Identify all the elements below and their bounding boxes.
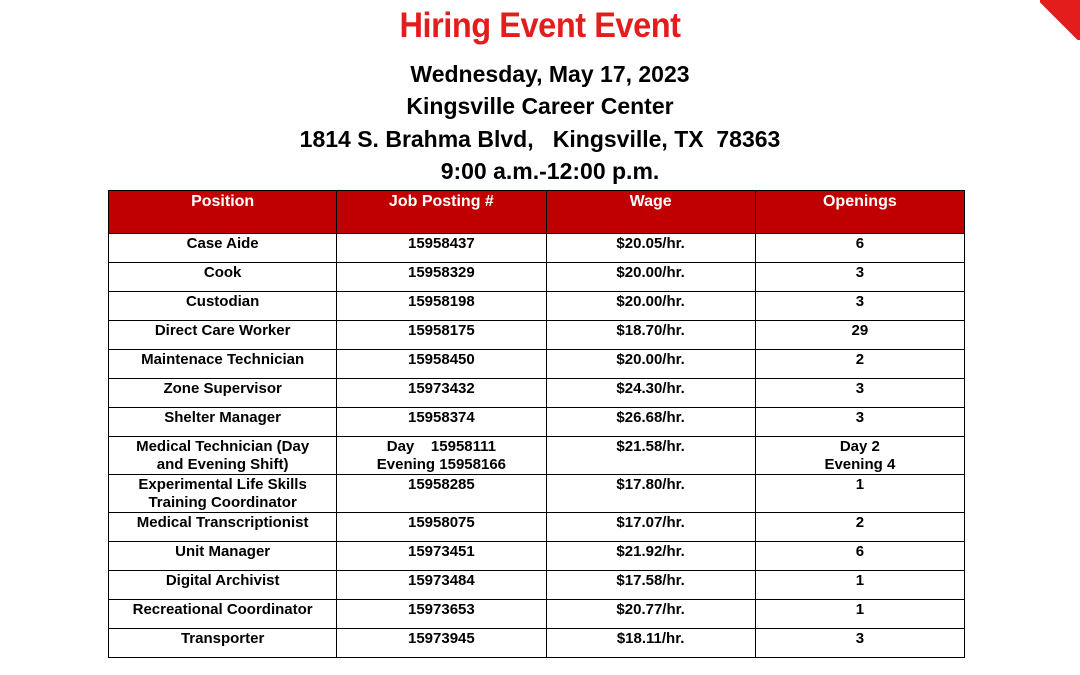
- job-posting-cell: 15973484: [337, 571, 546, 600]
- wage-cell: $17.07/hr.: [546, 513, 755, 542]
- openings-cell: 1: [755, 475, 964, 513]
- header-job-posting: Job Posting #: [337, 191, 546, 234]
- openings-cell: 3: [755, 292, 964, 321]
- openings-cell: 3: [755, 263, 964, 292]
- wage-cell: $18.11/hr.: [546, 629, 755, 658]
- position-cell: Shelter Manager: [109, 408, 337, 437]
- table-row: [109, 234, 965, 263]
- wage-cell: $18.70/hr.: [546, 321, 755, 350]
- job-posting-cell: 15958374: [337, 408, 546, 437]
- table-row: [109, 475, 965, 513]
- table-row: [109, 571, 965, 600]
- openings-cell: 6: [755, 542, 964, 571]
- job-openings-table: [108, 190, 965, 658]
- table-header-row: [109, 191, 965, 234]
- table-row: [109, 513, 965, 542]
- wage-cell: $26.68/hr.: [546, 408, 755, 437]
- table-row: [109, 263, 965, 292]
- job-posting-cell: 15958437: [337, 234, 546, 263]
- job-posting-cell: 15973432: [337, 379, 546, 408]
- table-row: [109, 350, 965, 379]
- openings-cell: Day 2 Evening 4: [755, 437, 964, 475]
- openings-cell: 6: [755, 234, 964, 263]
- position-cell: Experimental Life Skills Training Coordinator: [109, 475, 337, 513]
- table-row: [109, 542, 965, 571]
- position-cell: Medical Transcriptionist: [109, 513, 337, 542]
- event-date: Wednesday, May 17, 2023: [410, 61, 690, 87]
- event-location: Kingsville Career Center: [406, 93, 674, 119]
- position-cell: Recreational Coordinator: [109, 600, 337, 629]
- header-position: Position: [109, 191, 337, 234]
- openings-cell: 3: [755, 379, 964, 408]
- table-row: [109, 437, 965, 475]
- job-posting-cell: 15958175: [337, 321, 546, 350]
- openings-cell: 1: [755, 600, 964, 629]
- position-cell: Transporter: [109, 629, 337, 658]
- openings-cell: 2: [755, 350, 964, 379]
- job-posting-cell: 15973451: [337, 542, 546, 571]
- table-row: [109, 600, 965, 629]
- header-wage: Wage: [546, 191, 755, 234]
- position-cell: Digital Archivist: [109, 571, 337, 600]
- openings-cell: 2: [755, 513, 964, 542]
- wage-cell: $20.77/hr.: [546, 600, 755, 629]
- wage-cell: $17.58/hr.: [546, 571, 755, 600]
- openings-cell: 3: [755, 629, 964, 658]
- table-row: [109, 629, 965, 658]
- corner-decoration: [1040, 0, 1080, 40]
- position-cell: Direct Care Worker: [109, 321, 337, 350]
- position-cell: Zone Supervisor: [109, 379, 337, 408]
- position-cell: Maintenace Technician: [109, 350, 337, 379]
- job-posting-cell: 15958285: [337, 475, 546, 513]
- table-row: [109, 379, 965, 408]
- job-posting-cell: Day 15958111 Evening 15958166: [337, 437, 546, 475]
- job-posting-cell: 15958075: [337, 513, 546, 542]
- flyer-title: Hiring Event Event: [399, 6, 681, 45]
- job-posting-cell: 15973945: [337, 629, 546, 658]
- wage-cell: $20.00/hr.: [546, 263, 755, 292]
- position-cell: Case Aide: [109, 234, 337, 263]
- openings-cell: 1: [755, 571, 964, 600]
- event-time: 9:00 a.m.-12:00 p.m.: [440, 158, 660, 184]
- openings-cell: 3: [755, 408, 964, 437]
- position-cell: Unit Manager: [109, 542, 337, 571]
- wage-cell: $17.80/hr.: [546, 475, 755, 513]
- job-posting-cell: 15958450: [337, 350, 546, 379]
- job-posting-cell: 15958329: [337, 263, 546, 292]
- job-posting-cell: 15973653: [337, 600, 546, 629]
- wage-cell: $20.00/hr.: [546, 350, 755, 379]
- position-cell: Cook: [109, 263, 337, 292]
- wage-cell: $20.05/hr.: [546, 234, 755, 263]
- wage-cell: $21.58/hr.: [546, 437, 755, 475]
- wage-cell: $24.30/hr.: [546, 379, 755, 408]
- table-row: [109, 292, 965, 321]
- table-row: [109, 321, 965, 350]
- wage-cell: $21.92/hr.: [546, 542, 755, 571]
- event-address: 1814 S. Brahma Blvd, Kingsville, TX 78363: [299, 126, 781, 152]
- header-openings: Openings: [755, 191, 964, 234]
- job-posting-cell: 15958198: [337, 292, 546, 321]
- corner-triangle-shape: [1040, 0, 1080, 40]
- wage-cell: $20.00/hr.: [546, 292, 755, 321]
- table-row: [109, 408, 965, 437]
- position-cell: Custodian: [109, 292, 337, 321]
- position-cell: Medical Technician (Day and Evening Shift): [109, 437, 337, 475]
- openings-cell: 29: [755, 321, 964, 350]
